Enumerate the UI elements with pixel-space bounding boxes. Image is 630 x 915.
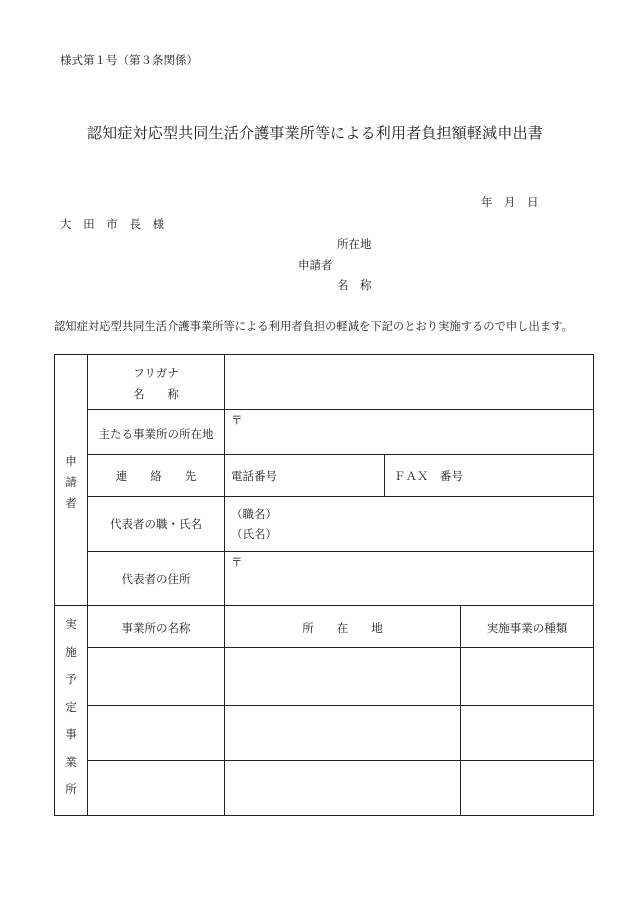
- col-service-type: 実施事業の種類: [486, 621, 568, 635]
- row-divider: [87, 496, 593, 497]
- document-title: 認知症対応型共同生活介護事業所等による利用者負担額軽減申出書: [86, 124, 543, 142]
- date-line: 年 月 日: [481, 195, 539, 209]
- main-address-label: 主たる事業所の所在地: [98, 427, 214, 441]
- title-field[interactable]: （職名）: [231, 507, 277, 521]
- recipient: 大 田 市 長 様: [60, 217, 165, 231]
- applicant-name-label: 名 称: [337, 278, 372, 292]
- planned-side-label: 実 施 予 定 事 業 所: [65, 617, 77, 796]
- representative-address-label: 代表者の住所: [121, 572, 191, 586]
- representative-title-name-label: 代表者の職・氏名: [110, 517, 202, 531]
- section-divider: [55, 605, 593, 606]
- contact-label: 連 絡 先: [115, 469, 197, 483]
- row-divider: [87, 454, 593, 455]
- form-number: 様式第１号（第３条関係）: [60, 53, 198, 67]
- applicant-label: 申請者: [298, 258, 333, 272]
- phone-label[interactable]: 電話番号: [231, 469, 277, 483]
- row-divider: [87, 705, 593, 706]
- intro-text: 認知症対応型共同生活介護事業所等による利用者負担の軽減を下記のとおり実施するので申し出ます。: [54, 320, 573, 333]
- name-input[interactable]: [225, 355, 593, 409]
- planned-col-divider: [224, 605, 225, 815]
- phone-fax-divider: [384, 454, 385, 496]
- main-address-input[interactable]: [225, 410, 593, 454]
- applicant-side-label: 申 請 者: [65, 454, 77, 510]
- applicant-address-label: 所在地: [337, 237, 372, 251]
- name-label: 名 称: [133, 387, 179, 401]
- postal-mark: 〒: [231, 413, 243, 427]
- col-facility-name: 事業所の名称: [121, 621, 191, 635]
- row-divider: [87, 647, 593, 648]
- representative-address-input[interactable]: [225, 552, 593, 605]
- person-name-field[interactable]: （氏名）: [231, 527, 277, 541]
- planned-col-divider: [460, 605, 461, 815]
- postal-mark: 〒: [231, 555, 243, 569]
- furigana-label: フリガナ: [133, 366, 179, 380]
- row-divider: [87, 760, 593, 761]
- fax-label[interactable]: ＦＡＸ 番号: [394, 469, 463, 483]
- col-location: 所 在 地: [302, 621, 383, 635]
- application-form-table: [54, 354, 594, 816]
